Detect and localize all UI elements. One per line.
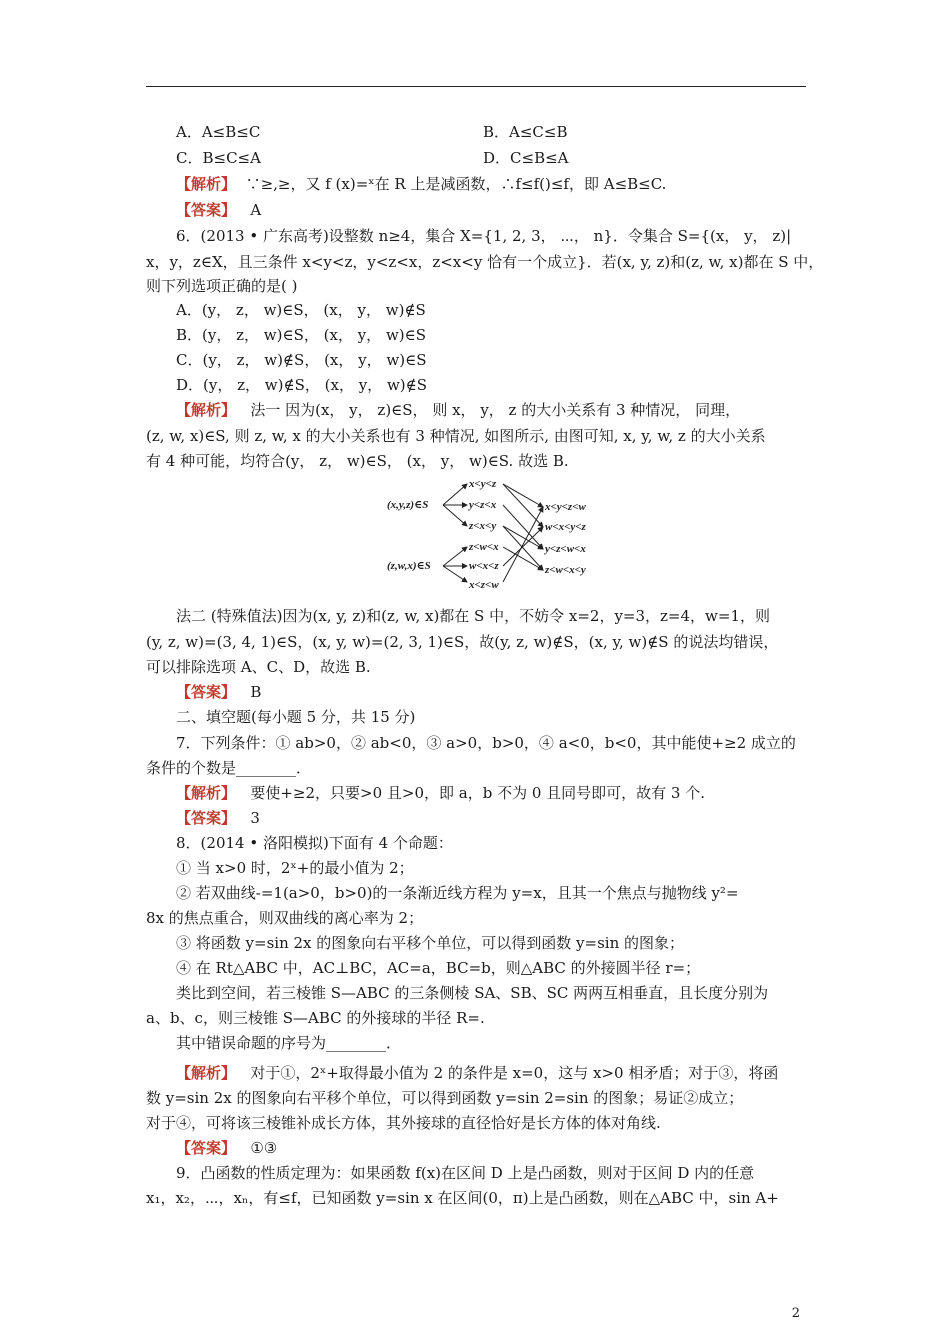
analysis-text: 对于①，2ˣ+取得最小值为 2 的条件是 x=0，这与 x>0 相矛盾；对于③，将函	[250, 1064, 779, 1082]
right-0: x<y<z<w	[545, 501, 586, 513]
option-c: C．B≤C≤A	[176, 149, 261, 167]
mid-bottom-2: x<z<w	[469, 579, 499, 591]
option-b: B．A≤C≤B	[483, 123, 568, 141]
mid-bottom-1: w<x<z	[469, 560, 499, 572]
mid-top-1: y<z<x	[469, 499, 497, 511]
q8-analysis-2: 数 y=sin 2x 的图象向右平移个单位，可以得到函数 y=sin 2=sin 的图象；易证②成立；	[146, 1089, 744, 1107]
q8-stem: 8．(2014 • 洛阳模拟)下面有 4 个命题：	[176, 834, 453, 852]
section-heading: 二、填空题(每小题 5 分，共 15 分)	[176, 708, 416, 726]
right-3: z<w<x<y	[545, 564, 586, 576]
q8-proposition-4: ④ 在 Rt△ABC 中，AC⊥BC，AC=a，BC=b，则△ABC 的外接圆半径 r=；	[176, 959, 701, 977]
q8-analogy-2: a、b、c，则三棱锥 S—ABC 的外接球的半径 R=.	[146, 1009, 485, 1027]
q8-analysis-1	[176, 1063, 778, 1083]
q6-method2-3: 可以排除选项 A、C、D，故选 B.	[146, 658, 371, 676]
q6-method2-1: 法二 (特殊值法)因为(x, y, z)和(z, w, x)都在 S 中，不妨令 x=2，y=3，z=4，w=1，则	[176, 607, 770, 625]
q6-method2-2: (y, z, w)=(3, 4, 1)∈S，(x, y, w)=(2, 3, 1)∈S，故(y, z, w)∉S，(x, y, w)∉S 的说法均错误，	[146, 633, 779, 651]
q8-proposition-1: ① 当 x>0 时，2ˣ+的最小值为 2；	[176, 859, 414, 877]
mid-top-2: z<x<y	[469, 520, 497, 532]
q6-option-a: A．(y， z， w)∈S， (x， y， w)∉S	[176, 301, 426, 319]
q5-analysis	[176, 174, 666, 194]
analysis-tag: 【解析】	[176, 1064, 237, 1082]
q7-stem-1: 7．下列条件：① ab>0，② ab<0，③ a>0，b>0，④ a<0，b<0，其中能使+≥2 成立的	[176, 734, 796, 752]
option-a: A．A≤B≤C	[176, 123, 261, 141]
q8-proposition-3: ③ 将函数 y=sin 2x 的图象向右平移个单位，可以得到函数 y=sin 的图象；	[176, 934, 685, 952]
q8-analogy-1: 类比到空间，若三棱锥 S—ABC 的三条侧棱 SA、SB、SC 两两互相垂直，且长度分别为	[176, 984, 769, 1002]
q8-ask: 其中错误命题的序号为________．	[176, 1034, 402, 1052]
q8-answer	[176, 1138, 277, 1158]
q7-answer	[176, 808, 260, 828]
q5-answer	[176, 200, 261, 220]
left-bottom-label: (z,w,x)∈S	[387, 560, 431, 572]
mid-top-0: x<y<z	[469, 478, 497, 490]
mid-bottom-0: z<w<x	[469, 541, 499, 553]
q6-stem-2: x，y，z∈X，且三条件 x<y<z，y<z<x，z<x<y 恰有一个成立}．若(x, y, z)和(z, w, x)都在 S 中，	[146, 253, 824, 271]
q6-option-c: C．(y， z， w)∉S， (x， y， w)∈S	[176, 351, 427, 369]
analysis-text: ∵≥,≥，又 f (x)=ˣ在 R 上是减函数，∴f≤f()≤f，即 A≤B≤C.	[245, 175, 667, 193]
q6-analysis-2: (z, w, x)∈S, 则 z, w, x 的大小关系也有 3 种情况, 如图所示, 由图可知, x, y, w, z 的大小关系	[146, 427, 766, 445]
header-rule	[146, 86, 806, 87]
left-top-label: (x,y,z)∈S	[387, 499, 429, 511]
q6-option-b: B．(y， z， w)∈S， (x， y， w)∈S	[176, 326, 427, 344]
q6-option-d: D．(y， z， w)∉S， (x， y， w)∉S	[176, 376, 428, 394]
answer-tag: 【答案】	[176, 809, 237, 827]
q6-stem-1: 6．(2013 • 广东高考)设整数 n≥4，集合 X={1, 2, 3， ⋯， n}．令集合 S={(x， y， z)|	[176, 227, 792, 245]
answer-tag: 【答案】	[176, 1139, 237, 1157]
ordering-diagram	[385, 474, 615, 591]
analysis-tag: 【解析】	[176, 784, 237, 802]
option-d: D．C≤B≤A	[483, 149, 569, 167]
analysis-text: 法一 因为(x， y， z)∈S， 则 x， y， z 的大小关系有 3 种情况， 同理，	[250, 401, 741, 419]
right-1: w<x<y<z	[545, 521, 586, 533]
answer-tag: 【答案】	[176, 201, 237, 219]
analysis-text: 要使+≥2，只要>0 且>0，即 a，b 不为 0 且同号即可，故有 3 个.	[250, 784, 706, 802]
answer-text: 3	[250, 809, 260, 827]
analysis-tag: 【解析】	[176, 401, 237, 419]
q8-proposition-2b: 8x 的焦点重合，则双曲线的离心率为 2；	[146, 909, 424, 927]
q6-analysis-1	[176, 400, 740, 420]
q6-analysis-3: 有 4 种可能，均符合(y， z， w)∈S， (x， y， w)∈S. 故选 B.	[146, 452, 569, 470]
q6-answer	[176, 682, 261, 702]
answer-text: A	[250, 201, 262, 219]
q7-stem-2: 条件的个数是________．	[146, 759, 312, 777]
q9-stem-2: x₁，x₂，⋯，xₙ，有≤f，已知函数 y=sin x 在区间(0，π)上是凸函数，则在△ABC 中，sin A+	[146, 1189, 779, 1207]
q7-analysis	[176, 783, 705, 803]
answer-tag: 【答案】	[176, 683, 237, 701]
q8-analysis-3: 对于④，可将该三棱锥补成长方体，其外接球的直径恰好是长方体的体对角线.	[146, 1114, 661, 1132]
right-2: y<z<w<x	[545, 543, 586, 555]
q9-stem-1: 9．凸函数的性质定理为：如果函数 f(x)在区间 D 上是凸函数，则对于区间 D 内的任意	[176, 1164, 755, 1182]
answer-text: ①③	[250, 1139, 278, 1157]
analysis-tag: 【解析】	[176, 175, 237, 193]
answer-text: B	[250, 683, 262, 701]
q8-proposition-2a: ② 若双曲线-=1(a>0，b>0)的一条渐近线方程为 y=x，且其一个焦点与抛物线 y²=	[176, 884, 739, 902]
page-number: 2	[791, 1306, 800, 1321]
q6-stem-3: 则下列选项正确的是( )	[146, 277, 298, 295]
